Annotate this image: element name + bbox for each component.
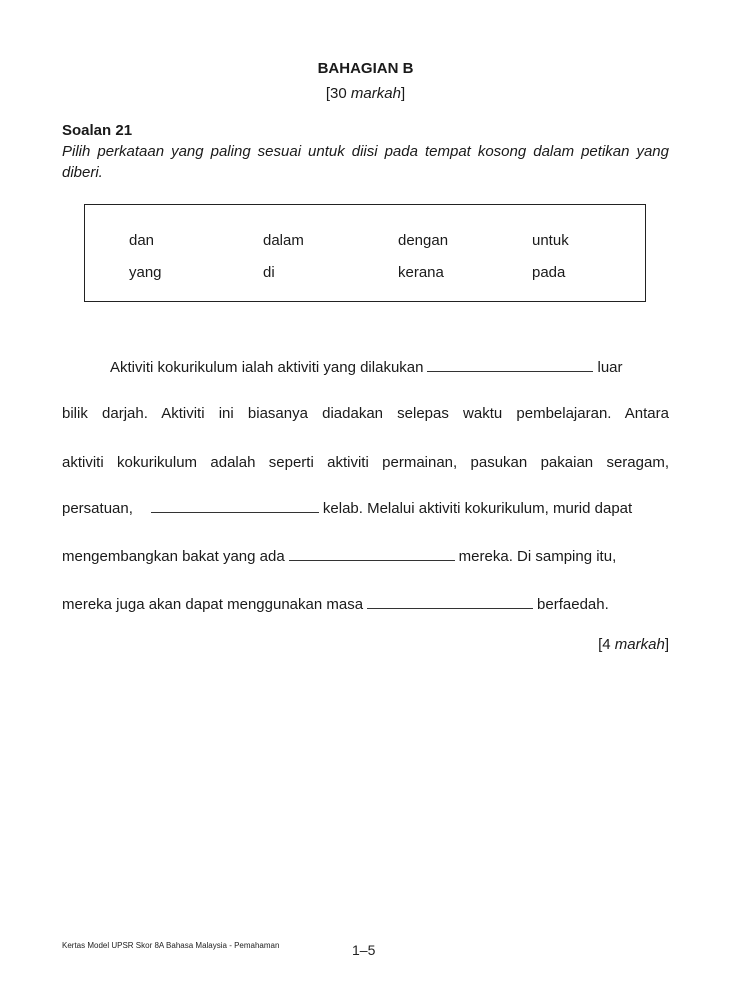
answer-blank-1[interactable]: [427, 357, 593, 372]
marks-word: markah: [350, 85, 401, 102]
question-instruction: Pilih perkataan yang paling sesuai untuk diisi pada tempat kosong dalam petikan yang diberi.: [62, 143, 669, 181]
word-bank-item: di: [263, 264, 275, 281]
passage-line-5: [62, 546, 669, 567]
question-title: Soalan 21: [62, 122, 133, 139]
word-bank-item: yang: [129, 264, 162, 281]
word-bank-item: pada: [532, 264, 566, 281]
marks-word: markah: [614, 636, 665, 653]
footer-text: Kertas Model UPSR Skor 8A Bahasa Malaysia - Pemahaman: [62, 941, 280, 950]
passage-text: Aktiviti kokurikulum ialah aktiviti yang dilakukan: [110, 359, 424, 376]
passage-text: persatuan,: [62, 500, 133, 517]
passage-text: kelab. Melalui aktiviti kokurikulum, murid dapat: [322, 500, 633, 517]
section-title: BAHAGIAN B: [317, 60, 414, 77]
passage-text: luar: [597, 359, 623, 376]
passage-text: mereka. Di samping itu,: [458, 548, 617, 565]
passage-text: mereka juga akan dapat menggunakan masa: [62, 596, 364, 613]
word-bank-box: [84, 204, 646, 302]
section-marks: [0, 85, 731, 102]
answer-blank-2[interactable]: [151, 498, 319, 513]
answer-blank-3[interactable]: [289, 546, 455, 561]
marks-open: [4: [598, 636, 615, 653]
passage-line-4: [62, 498, 669, 519]
marks-open: [30: [325, 85, 351, 102]
passage-text: berfaedah.: [537, 596, 609, 613]
word-bank-item: kerana: [398, 264, 444, 281]
marks-close: ]: [664, 636, 669, 653]
page-number: 1–5: [352, 942, 376, 958]
question-marks: [598, 636, 669, 653]
marks-close: ]: [400, 85, 406, 102]
passage-line-6: [62, 594, 669, 615]
passage-line-3: aktiviti kokurikulum adalah seperti aktiviti permainan, pasukan pakaian seragam,: [62, 454, 669, 471]
answer-blank-4[interactable]: [367, 594, 533, 609]
word-bank-item: dalam: [263, 232, 304, 249]
passage-line-2: bilik darjah. Aktiviti ini biasanya diadakan selepas waktu pembelajaran. Antara: [62, 405, 669, 422]
word-bank-item: untuk: [532, 232, 569, 249]
passage-line-1: [62, 357, 669, 378]
word-bank-item: dengan: [398, 232, 449, 249]
word-bank-item: dan: [129, 232, 155, 249]
passage-text: mengembangkan bakat yang ada: [62, 548, 285, 565]
